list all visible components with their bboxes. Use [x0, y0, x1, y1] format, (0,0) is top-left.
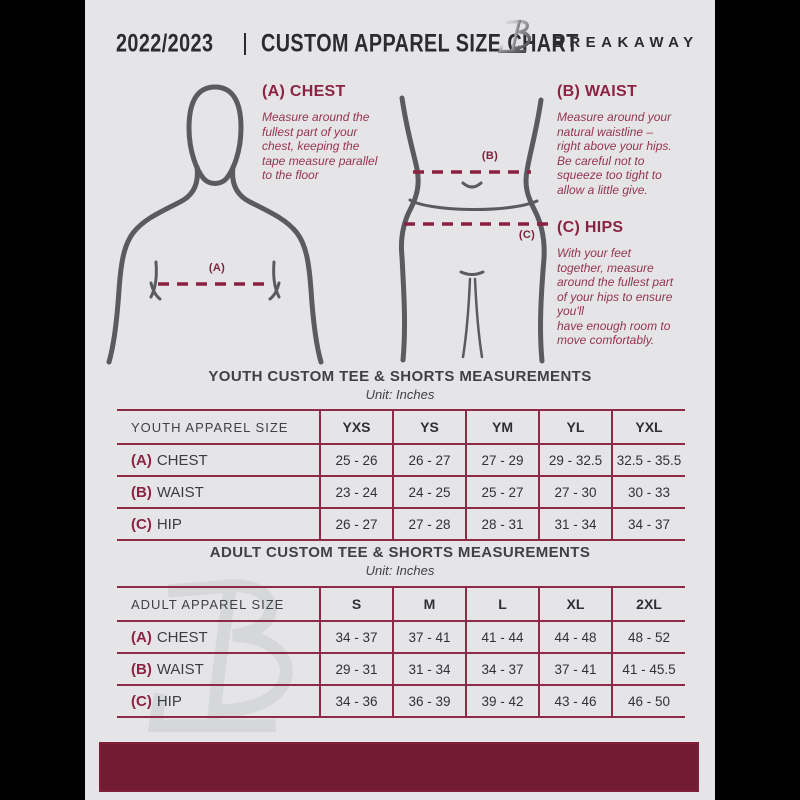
chest-marker-label: (A) — [208, 262, 226, 274]
row-prefix: (A) — [131, 451, 152, 469]
cell-value: 44 - 48 — [539, 621, 612, 653]
cell-value: 34 - 37 — [466, 653, 539, 685]
row-name: CHEST — [156, 451, 208, 469]
row-label — [117, 685, 320, 717]
brand-wordmark: BREAKAWAY — [553, 34, 699, 51]
waist-marker-label: (B) — [481, 150, 499, 162]
row-name: HIP — [156, 515, 182, 533]
adult-table-unit: Unit: Inches — [365, 563, 435, 578]
hips-guide-heading: (C) HIPS — [557, 219, 624, 236]
row-name: WAIST — [156, 660, 204, 678]
row-label — [117, 621, 320, 653]
table-row — [117, 621, 685, 653]
cell-value: 31 - 34 — [539, 508, 612, 540]
page-title: CUSTOM APPAREL SIZE CHART — [261, 28, 579, 57]
row-label — [117, 508, 320, 540]
row-prefix: (C) — [131, 515, 152, 533]
youth-header-row — [117, 410, 685, 444]
waist-guide-heading: (B) WAIST — [557, 83, 638, 100]
cell-value: 34 - 37 — [320, 621, 393, 653]
cell-value: 31 - 34 — [393, 653, 466, 685]
table-row — [117, 444, 685, 476]
cell-value: 34 - 37 — [612, 508, 685, 540]
breakaway-logo-icon — [497, 15, 543, 61]
cell-value: 29 - 32.5 — [539, 444, 612, 476]
row-label — [117, 444, 320, 476]
size-header: YXL — [612, 410, 685, 444]
size-header: XL — [539, 587, 612, 621]
adult-header-row — [117, 587, 685, 621]
youth-size-column-label: YOUTH APPAREL SIZE — [131, 419, 289, 435]
row-label — [117, 653, 320, 685]
cell-value: 25 - 26 — [320, 444, 393, 476]
cell-value: 26 - 27 — [320, 508, 393, 540]
cell-value: 25 - 27 — [466, 476, 539, 508]
row-prefix: (C) — [131, 692, 152, 710]
cell-value: 46 - 50 — [612, 685, 685, 717]
table-row — [117, 476, 685, 508]
cell-value: 27 - 28 — [393, 508, 466, 540]
youth-table-title: YOUTH CUSTOM TEE & SHORTS MEASUREMENTS — [208, 368, 592, 385]
hips-marker-label: (C) — [518, 229, 536, 241]
document-canvas — [85, 0, 715, 800]
row-prefix: (B) — [131, 483, 152, 501]
cell-value: 37 - 41 — [393, 621, 466, 653]
season-label: 2022/2023 — [116, 28, 214, 57]
cell-value: 26 - 27 — [393, 444, 466, 476]
cell-value: 34 - 36 — [320, 685, 393, 717]
head-outline — [189, 87, 241, 184]
cell-value: 37 - 41 — [539, 653, 612, 685]
table-row — [117, 685, 685, 717]
table-row — [117, 508, 685, 540]
size-header: S — [320, 587, 393, 621]
table-row — [117, 653, 685, 685]
row-label — [117, 476, 320, 508]
footer-accent-bar — [99, 742, 699, 792]
chest-guide-body: Measure around the fullest part of your chest, keeping the tape measure parallel to the floor — [262, 110, 378, 182]
adult-size-column-label: ADULT APPAREL SIZE — [131, 596, 285, 612]
cell-value: 27 - 29 — [466, 444, 539, 476]
cell-value: 30 - 33 — [612, 476, 685, 508]
waist-guide — [557, 83, 687, 197]
cell-value: 28 - 31 — [466, 508, 539, 540]
waist-guide-body: Measure around your natural waistline – right above your hips. Be careful not to squeeze too tight to allow a little give. — [557, 110, 672, 197]
navel-mark — [463, 183, 481, 187]
cell-value: 24 - 25 — [393, 476, 466, 508]
chest-guide-heading: (A) CHEST — [262, 83, 346, 100]
size-header: YS — [393, 410, 466, 444]
size-header: 2XL — [612, 587, 685, 621]
cell-value: 23 - 24 — [320, 476, 393, 508]
row-prefix: (B) — [131, 660, 152, 678]
cell-value: 27 - 30 — [539, 476, 612, 508]
cell-value: 43 - 46 — [539, 685, 612, 717]
cell-value: 39 - 42 — [466, 685, 539, 717]
row-prefix: (A) — [131, 628, 152, 646]
row-name: WAIST — [156, 483, 204, 501]
youth-table-unit: Unit: Inches — [365, 387, 435, 402]
size-header: YM — [466, 410, 539, 444]
cell-value: 36 - 39 — [393, 685, 466, 717]
size-header: L — [466, 587, 539, 621]
header-divider — [244, 33, 246, 55]
cell-value: 41 - 44 — [466, 621, 539, 653]
adult-size-table — [117, 586, 685, 718]
cell-value: 41 - 45.5 — [612, 653, 685, 685]
cell-value: 29 - 31 — [320, 653, 393, 685]
adult-table-title: ADULT CUSTOM TEE & SHORTS MEASUREMENTS — [209, 544, 591, 561]
size-header: YXS — [320, 410, 393, 444]
cell-value: 32.5 - 35.5 — [612, 444, 685, 476]
row-name: HIP — [156, 692, 182, 710]
header — [85, 0, 715, 70]
youth-size-table — [117, 409, 685, 541]
hips-guide — [557, 219, 692, 348]
chest-guide — [262, 83, 392, 183]
hips-guide-body: With your feet together, measure around the fullest part of your hips to ensure you'll have enough room to move comfortably. — [557, 246, 674, 347]
cell-value: 48 - 52 — [612, 621, 685, 653]
hip-curve — [410, 200, 537, 210]
size-header: M — [393, 587, 466, 621]
size-header: YL — [539, 410, 612, 444]
row-name: CHEST — [156, 628, 208, 646]
